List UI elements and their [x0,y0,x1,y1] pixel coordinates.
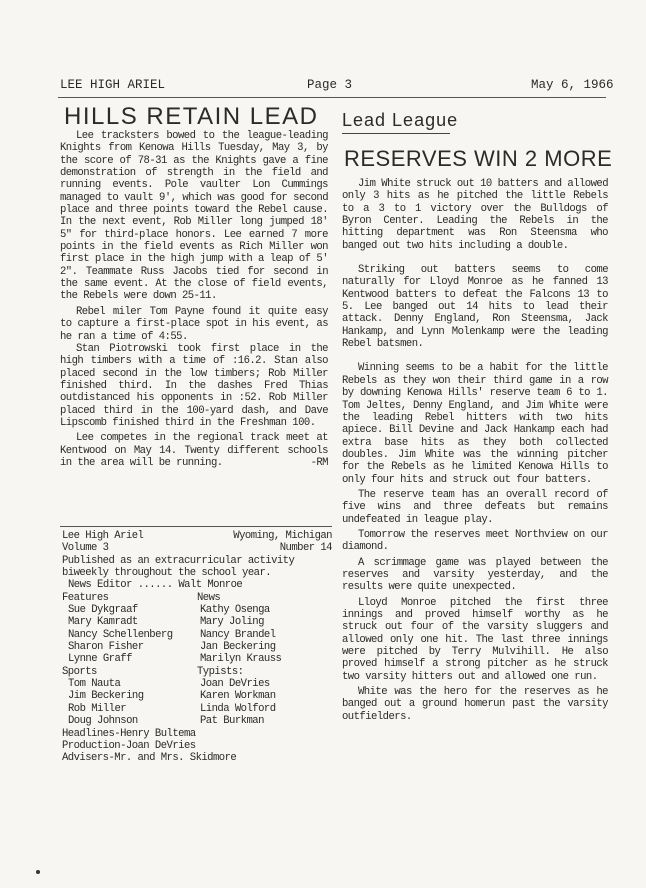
article-paragraph: Striking out batters seems to come naturally for Lloyd Monroe as he fanned 13 Kentwood batters to defeat the Falcons 13 to 5. Lee banged out 14 hits to lead their attack. Denny England, Ron Steensma, Jack Hankamp, and Lynn Molenkamp were the leading Rebel batsmen. [342,264,608,351]
staff-name: Marilyn Krauss [200,653,282,666]
masthead-production: Production-Joan DeVries [62,739,196,752]
article-paragraph: Lee tracksters bowed to the league-leading Knights from Kenowa Hills Tuesday, May 3, by the score of 78-31 as the Knights gave a fine demonstration of strength in the field and running events. Pole vaulter Lon Cummings managed to vault 9', which was good for second place and three points toward the Rebel cause. In the next event, Rob Miller long jumped 18' 5" for third-place honors. Lee earned 7 more points in the field events as Rich Miller won first place in the high jump with a leap of 5' 2". Teammate Russ Jacobs tied for second in the same event. At the close of field events, the Rebels were down 25-11. [60,130,328,303]
staff-name: Sharon Fisher [68,641,144,654]
left-headline: HILLS RETAIN LEAD [64,103,319,130]
right-headline: RESERVES WIN 2 MORE [344,146,613,171]
staff-name: Nancy Brandel [200,628,276,641]
track-article [60,130,328,470]
staff-name: Tom Nauta [68,678,121,691]
staff-name: Pat Burkman [200,715,264,728]
article-signature: -RM [310,457,328,470]
news-label: News [197,591,221,604]
article-paragraph: Lee competes in the regional track meet at Kentwood on May 14. Twenty different schools in the area will be running. [60,432,328,469]
article-paragraph: A scrimmage game was played between the reserves and varsity yesterday, and the results were quite unexpected. [342,556,608,594]
page-number: Page 3 [307,78,353,92]
staff-name: Joan DeVries [200,678,270,691]
article-paragraph: Stan Piotrowski took first place in the high timbers with a time of :16.2. Stan also placed second in the low timbers; Rob Miller finished third. In the dashes Fred Thias outdistanced his opponents in :52. Rob Miller placed third in the 100-yard dash, and Dave Lipscomb finished third in the Freshman 100. [60,342,328,429]
staff-name: Sue Dykgraaf [68,604,138,617]
staff-name: Jim Beckering [68,690,144,703]
staff-name: Karen Workman [200,690,276,703]
masthead-advisers: Advisers-Mr. and Mrs. Skidmore [62,752,237,765]
masthead-news-editor: News Editor ...... Walt Monroe [68,579,243,592]
masthead-published: Published as an extracurricular activity biweekly throughout the school year. [62,554,295,580]
masthead-name: Lee High Ariel [62,530,144,542]
masthead [62,530,332,765]
article-paragraph: Tomorrow the reserves meet Northview on our diamond. [342,528,608,554]
page-speck [36,870,40,874]
masthead-location: Wyoming, Michigan [233,530,332,542]
features-label: Features [62,591,109,604]
staff-name: Doug Johnson [68,715,138,728]
masthead-rule [60,526,332,527]
article-paragraph: White was the hero for the reserves as he banged out a ground homerun past the varsity outfielders. [342,686,608,723]
staff-name: Kathy Osenga [200,604,270,617]
article-paragraph: Rebel miler Tom Payne found it quite easy to capture a first-place spot in his event, as he ran a time of 4:55. [60,305,328,343]
header-rule [58,97,606,98]
masthead-headlines: Headlines-Henry Bultema [62,727,196,740]
article-paragraph: Winning seems to be a habit for the little Rebels as they won their third game in a row by downing Kenowa Hills' reserve team 6 to 1. Tom Jeltes, Denny England, and Jim White were the leading Rebel hitters with two hits apiece. Bill Devine and Jack Hankamp each had extra base hits as they both collected doubles. Jim White was the winning pitcher for the Rebels as he limited Kenowa Hills to only four hits and struck out four batters. [342,362,608,486]
article-paragraph: Jim White struck out 10 batters and allowed only 3 hits as he pitched the little Rebels to a 3 to 1 victory over the Bulldogs of Byron Center. Leading the Rebels in the hitting department was Ron Steensma who banged out two hits including a double. [342,178,608,252]
baseball-article [342,178,608,723]
paper-name: LEE HIGH ARIEL [60,78,166,92]
staff-name: Lynne Graff [68,653,132,666]
sports-label: Sports [62,665,97,678]
masthead-volume: Volume 3 [62,542,109,555]
staff-name: Mary Joling [200,616,264,629]
staff-name: Jan Beckering [200,641,276,654]
staff-name: Rob Miller [68,702,127,715]
article-paragraph: The reserve team has an overall record of five wins and three defeats but remains undefeated in league play. [342,488,608,526]
article-paragraph: Lloyd Monroe pitched the first three innings and proved himself worthy as he struck out four of the varsity sluggers and allowed only one hit. The last three innings were pitched by Terry Mulvihill. He also proved himself a strong pitcher as he struck two varsity hitters out and allowed one run. [342,596,608,683]
staff-name: Linda Wolford [200,702,276,715]
staff-name: Mary Kamradt [68,616,138,629]
masthead-number: Number 14 [279,542,332,555]
typists-label: Typists: [197,665,244,678]
right-kicker: Lead League [342,110,459,130]
issue-date: May 6, 1966 [531,78,614,92]
staff-name: Nancy Schellenberg [68,628,173,641]
kicker-underline [342,133,450,134]
